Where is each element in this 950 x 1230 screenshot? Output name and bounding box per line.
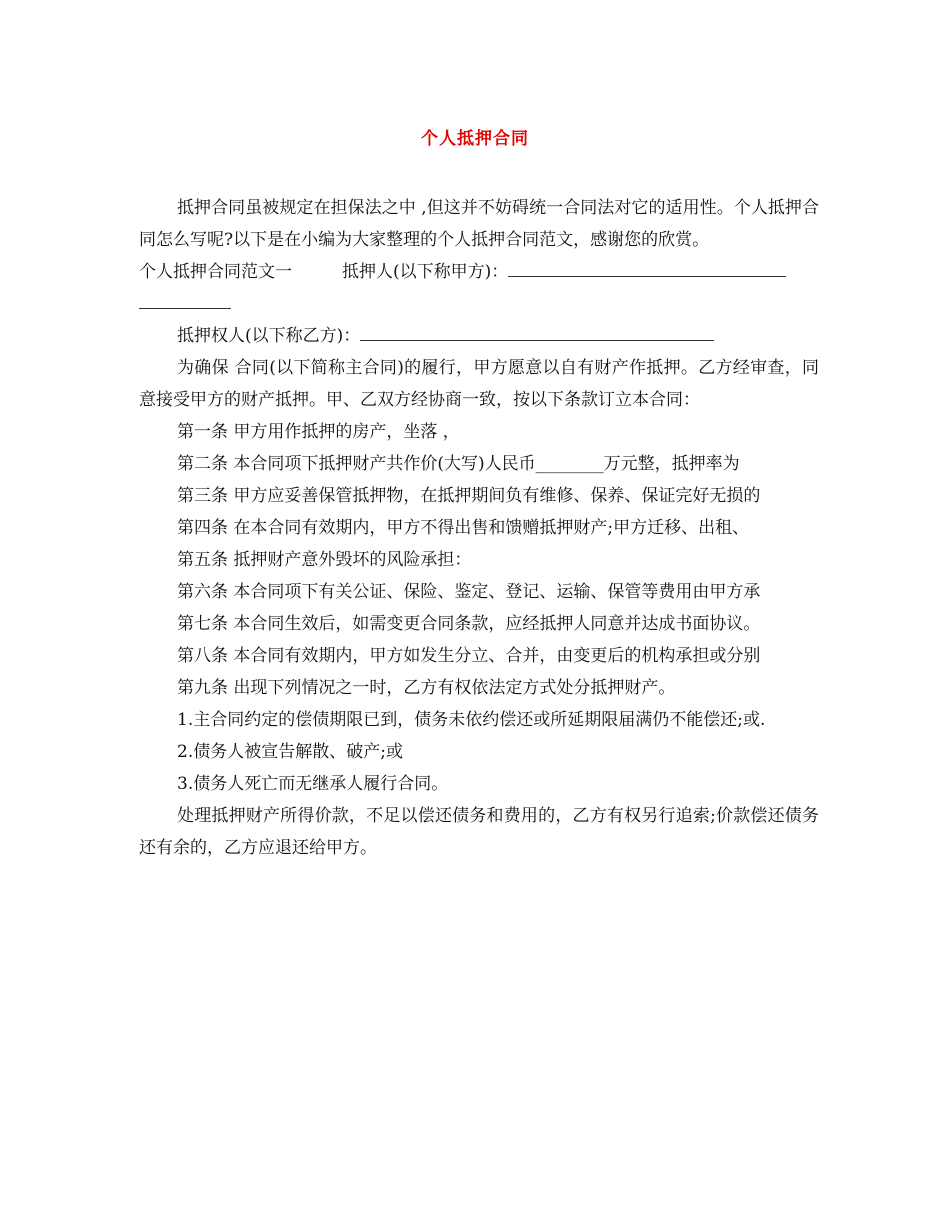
mortgagee-label: 抵押权人(以下称乙方)： (177, 326, 361, 346)
mortgagee-line (139, 320, 819, 352)
closing-paragraph: 处理抵押财产所得价款，不足以偿还债务和费用的，乙方有权另行追索;价款偿还债务还有余的，乙方应退还给甲方。 (139, 806, 819, 858)
intro-paragraph: 抵押合同虽被规定在担保法之中 ,但这并不妨碍统一合同法对它的适用性。个人抵押合同怎么写呢?以下是在小编为大家整理的个人抵押合同范文，感谢您的欣赏。 (139, 198, 819, 250)
mortgagor-label: 抵押人(以下称甲方)： (342, 262, 509, 282)
item-3: 3.债务人死亡而无继承人履行合同。 (177, 774, 449, 794)
article-8: 第八条 本合同有效期内，甲方如发生分立、合并，由变更后的机构承担或分别 (177, 646, 761, 666)
item-1: 1.主合同约定的偿债期限已到，债务未依约偿还或所延期限届满仍不能偿还;或. (177, 710, 766, 730)
mortgagee-blank (360, 320, 714, 341)
article-1: 第一条 甲方用作抵押的房产，坐落 ， (177, 422, 460, 442)
sample-heading: 个人抵押合同范文一 (139, 262, 292, 282)
purpose-paragraph: 为确保 合同(以下简称主合同)的履行，甲方愿意以自有财产作抵押。乙方经审查，同意接受甲方的财产抵押。甲、乙双方经协商一致，按以下条款订立本合同： (139, 358, 819, 410)
mortgagor-line (139, 256, 819, 288)
article-4: 第四条 在本合同有效期内，甲方不得出售和馈赠抵押财产;甲方迁移、出租、 (177, 518, 750, 538)
article-2: 第二条 本合同项下抵押财产共作价(大写)人民币________万元整，抵押率为 (177, 454, 740, 474)
article-3: 第三条 甲方应妥善保管抵押物，在抵押期间负有维修、保养、保证完好无损的 (177, 486, 761, 506)
article-9: 第九条 出现下列情况之一时，乙方有权依法定方式处分抵押财产。 (177, 678, 676, 698)
mortgagor-blank (508, 256, 786, 277)
article-6: 第六条 本合同项下有关公证、保险、鉴定、登记、运输、保管等费用由甲方承 (177, 582, 761, 602)
article-5: 第五条 抵押财产意外毁坏的风险承担： (177, 550, 472, 570)
document-body (139, 192, 819, 864)
article-7: 第七条 本合同生效后，如需变更合同条款，应经抵押人同意并达成书面协议。 (177, 614, 761, 634)
mortgagor-blank-tail (139, 288, 231, 309)
document-title: 个人抵押合同 (421, 129, 529, 149)
item-2: 2.债务人被宣告解散、破产;或 (177, 742, 403, 762)
mortgagor-blank-continued (139, 288, 819, 320)
